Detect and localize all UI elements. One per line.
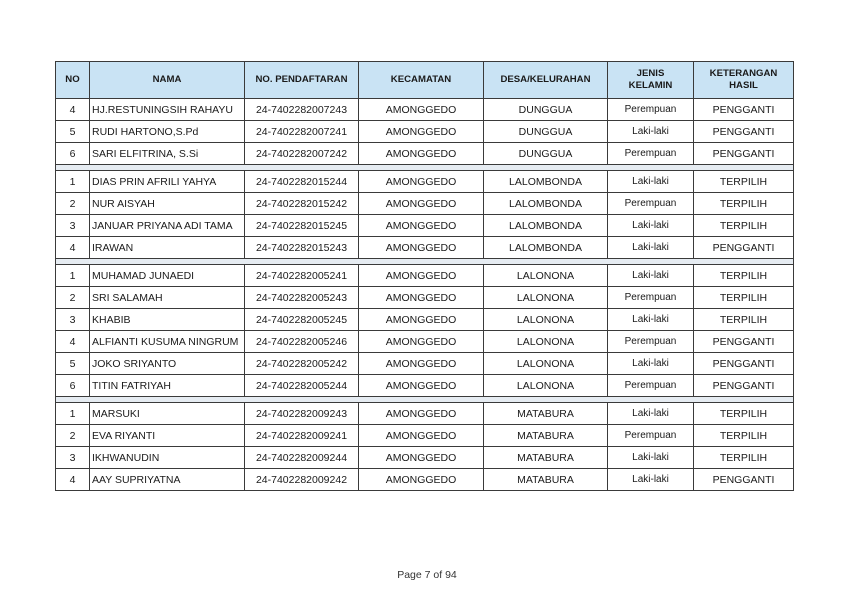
- header-ket-line2: HASIL: [729, 80, 758, 91]
- table-row: [56, 353, 794, 375]
- cell-nama: ALFIANTI KUSUMA NINGRUM: [90, 331, 245, 353]
- cell-kecamatan: AMONGGEDO: [359, 287, 484, 309]
- cell-kecamatan: AMONGGEDO: [359, 193, 484, 215]
- cell-no: 6: [56, 375, 90, 397]
- cell-keterangan-hasil: TERPILIH: [694, 287, 794, 309]
- header-jenis-line1: JENIS: [636, 68, 665, 79]
- cell-kecamatan: AMONGGEDO: [359, 375, 484, 397]
- cell-desa-kelurahan: LALONONA: [484, 353, 608, 375]
- cell-kecamatan: AMONGGEDO: [359, 99, 484, 121]
- cell-no: 3: [56, 447, 90, 469]
- cell-no-pendaftaran: 24-7402282005241: [245, 265, 359, 287]
- cell-no-pendaftaran: 24-7402282005245: [245, 309, 359, 331]
- table-row: [56, 265, 794, 287]
- table-row: [56, 469, 794, 491]
- cell-nama: MARSUKI: [90, 403, 245, 425]
- cell-desa-kelurahan: LALOMBONDA: [484, 215, 608, 237]
- cell-keterangan-hasil: TERPILIH: [694, 309, 794, 331]
- cell-keterangan-hasil: PENGGANTI: [694, 353, 794, 375]
- page-number: Page 7 of 94: [397, 569, 457, 581]
- table-row: [56, 309, 794, 331]
- cell-jenis-kelamin: Perempuan: [608, 331, 694, 353]
- cell-no: 3: [56, 215, 90, 237]
- cell-jenis-kelamin: Laki-laki: [608, 353, 694, 375]
- cell-jenis-kelamin: Laki-laki: [608, 171, 694, 193]
- cell-kecamatan: AMONGGEDO: [359, 469, 484, 491]
- cell-no: 4: [56, 469, 90, 491]
- table-row: [56, 447, 794, 469]
- cell-no-pendaftaran: 24-7402282005243: [245, 287, 359, 309]
- cell-no: 1: [56, 171, 90, 193]
- cell-no: 3: [56, 309, 90, 331]
- cell-no: 4: [56, 99, 90, 121]
- cell-keterangan-hasil: TERPILIH: [694, 403, 794, 425]
- header-ket-line1: KETERANGAN: [709, 68, 778, 79]
- cell-no-pendaftaran: 24-7402282007241: [245, 121, 359, 143]
- table-row: [56, 143, 794, 165]
- cell-kecamatan: AMONGGEDO: [359, 425, 484, 447]
- cell-no-pendaftaran: 24-7402282009242: [245, 469, 359, 491]
- cell-desa-kelurahan: LALONONA: [484, 265, 608, 287]
- cell-jenis-kelamin: Laki-laki: [608, 237, 694, 259]
- cell-no: 4: [56, 331, 90, 353]
- cell-no: 5: [56, 353, 90, 375]
- cell-desa-kelurahan: LALOMBONDA: [484, 237, 608, 259]
- cell-nama: SARI ELFITRINA, S.Si: [90, 143, 245, 165]
- cell-no: 1: [56, 403, 90, 425]
- results-table: [55, 61, 794, 491]
- cell-nama: DIAS PRIN AFRILI YAHYA: [90, 171, 245, 193]
- table-row: [56, 403, 794, 425]
- cell-nama: JOKO SRIYANTO: [90, 353, 245, 375]
- table-row: [56, 215, 794, 237]
- cell-desa-kelurahan: LALOMBONDA: [484, 171, 608, 193]
- cell-no-pendaftaran: 24-7402282005242: [245, 353, 359, 375]
- cell-no: 6: [56, 143, 90, 165]
- cell-keterangan-hasil: TERPILIH: [694, 171, 794, 193]
- cell-desa-kelurahan: MATABURA: [484, 425, 608, 447]
- cell-desa-kelurahan: DUNGGUA: [484, 99, 608, 121]
- cell-nama: RUDI HARTONO,S.Pd: [90, 121, 245, 143]
- cell-kecamatan: AMONGGEDO: [359, 215, 484, 237]
- table-header: [56, 62, 794, 99]
- cell-nama: JANUAR PRIYANA ADI TAMA: [90, 215, 245, 237]
- cell-kecamatan: AMONGGEDO: [359, 331, 484, 353]
- header-kecamatan: KECAMATAN: [359, 62, 484, 99]
- cell-keterangan-hasil: PENGGANTI: [694, 331, 794, 353]
- cell-jenis-kelamin: Perempuan: [608, 375, 694, 397]
- table-body: [56, 99, 794, 491]
- cell-kecamatan: AMONGGEDO: [359, 121, 484, 143]
- cell-desa-kelurahan: DUNGGUA: [484, 121, 608, 143]
- cell-no: 2: [56, 193, 90, 215]
- cell-jenis-kelamin: Perempuan: [608, 99, 694, 121]
- header-jenis-kelamin: [608, 62, 694, 99]
- cell-kecamatan: AMONGGEDO: [359, 447, 484, 469]
- cell-keterangan-hasil: PENGGANTI: [694, 237, 794, 259]
- cell-nama: NUR AISYAH: [90, 193, 245, 215]
- table-row: [56, 331, 794, 353]
- cell-keterangan-hasil: PENGGANTI: [694, 375, 794, 397]
- cell-no-pendaftaran: 24-7402282015242: [245, 193, 359, 215]
- cell-kecamatan: AMONGGEDO: [359, 353, 484, 375]
- cell-no: 4: [56, 237, 90, 259]
- table-row: [56, 425, 794, 447]
- table-row: [56, 375, 794, 397]
- header-keterangan-hasil: [694, 62, 794, 99]
- cell-kecamatan: AMONGGEDO: [359, 143, 484, 165]
- cell-jenis-kelamin: Laki-laki: [608, 403, 694, 425]
- cell-jenis-kelamin: Laki-laki: [608, 469, 694, 491]
- cell-no-pendaftaran: 24-7402282015243: [245, 237, 359, 259]
- cell-kecamatan: AMONGGEDO: [359, 403, 484, 425]
- cell-desa-kelurahan: LALOMBONDA: [484, 193, 608, 215]
- cell-kecamatan: AMONGGEDO: [359, 171, 484, 193]
- cell-keterangan-hasil: TERPILIH: [694, 193, 794, 215]
- cell-desa-kelurahan: MATABURA: [484, 447, 608, 469]
- cell-no-pendaftaran: 24-7402282009243: [245, 403, 359, 425]
- cell-no-pendaftaran: 24-7402282015245: [245, 215, 359, 237]
- cell-desa-kelurahan: LALONONA: [484, 331, 608, 353]
- cell-jenis-kelamin: Laki-laki: [608, 309, 694, 331]
- cell-jenis-kelamin: Laki-laki: [608, 121, 694, 143]
- cell-desa-kelurahan: MATABURA: [484, 403, 608, 425]
- cell-nama: IKHWANUDIN: [90, 447, 245, 469]
- table-row: [56, 121, 794, 143]
- cell-no-pendaftaran: 24-7402282015244: [245, 171, 359, 193]
- cell-nama: TITIN FATRIYAH: [90, 375, 245, 397]
- cell-keterangan-hasil: PENGGANTI: [694, 143, 794, 165]
- cell-no: 1: [56, 265, 90, 287]
- table-row: [56, 171, 794, 193]
- table-row: [56, 237, 794, 259]
- header-no-pendaftaran: NO. PENDAFTARAN: [245, 62, 359, 99]
- cell-nama: MUHAMAD JUNAEDI: [90, 265, 245, 287]
- cell-nama: SRI SALAMAH: [90, 287, 245, 309]
- cell-desa-kelurahan: LALONONA: [484, 309, 608, 331]
- cell-no: 2: [56, 287, 90, 309]
- cell-nama: EVA RIYANTI: [90, 425, 245, 447]
- cell-desa-kelurahan: LALONONA: [484, 287, 608, 309]
- cell-no: 5: [56, 121, 90, 143]
- table-row: [56, 193, 794, 215]
- cell-kecamatan: AMONGGEDO: [359, 265, 484, 287]
- header-desa-kelurahan: DESA/KELURAHAN: [484, 62, 608, 99]
- cell-desa-kelurahan: MATABURA: [484, 469, 608, 491]
- cell-keterangan-hasil: PENGGANTI: [694, 99, 794, 121]
- table-row: [56, 287, 794, 309]
- cell-keterangan-hasil: PENGGANTI: [694, 469, 794, 491]
- cell-jenis-kelamin: Perempuan: [608, 193, 694, 215]
- cell-no-pendaftaran: 24-7402282007242: [245, 143, 359, 165]
- cell-nama: HJ.RESTUNINGSIH RAHAYU: [90, 99, 245, 121]
- cell-keterangan-hasil: TERPILIH: [694, 265, 794, 287]
- header-row: [56, 62, 794, 99]
- cell-no-pendaftaran: 24-7402282009244: [245, 447, 359, 469]
- cell-no-pendaftaran: 24-7402282005244: [245, 375, 359, 397]
- cell-keterangan-hasil: PENGGANTI: [694, 121, 794, 143]
- cell-nama: KHABIB: [90, 309, 245, 331]
- table-row: [56, 99, 794, 121]
- cell-nama: IRAWAN: [90, 237, 245, 259]
- cell-desa-kelurahan: DUNGGUA: [484, 143, 608, 165]
- cell-kecamatan: AMONGGEDO: [359, 309, 484, 331]
- cell-no-pendaftaran: 24-7402282005246: [245, 331, 359, 353]
- cell-keterangan-hasil: TERPILIH: [694, 215, 794, 237]
- cell-jenis-kelamin: Perempuan: [608, 287, 694, 309]
- cell-kecamatan: AMONGGEDO: [359, 237, 484, 259]
- header-jenis-line2: KELAMIN: [628, 80, 673, 91]
- cell-jenis-kelamin: Perempuan: [608, 143, 694, 165]
- cell-nama: AAY SUPRIYATNA: [90, 469, 245, 491]
- cell-jenis-kelamin: Laki-laki: [608, 447, 694, 469]
- header-nama: NAMA: [90, 62, 245, 99]
- cell-no: 2: [56, 425, 90, 447]
- cell-keterangan-hasil: TERPILIH: [694, 447, 794, 469]
- cell-desa-kelurahan: LALONONA: [484, 375, 608, 397]
- cell-jenis-kelamin: Perempuan: [608, 425, 694, 447]
- cell-keterangan-hasil: TERPILIH: [694, 425, 794, 447]
- cell-jenis-kelamin: Laki-laki: [608, 215, 694, 237]
- cell-no-pendaftaran: 24-7402282009241: [245, 425, 359, 447]
- header-no: NO: [56, 62, 90, 99]
- cell-jenis-kelamin: Laki-laki: [608, 265, 694, 287]
- cell-no-pendaftaran: 24-7402282007243: [245, 99, 359, 121]
